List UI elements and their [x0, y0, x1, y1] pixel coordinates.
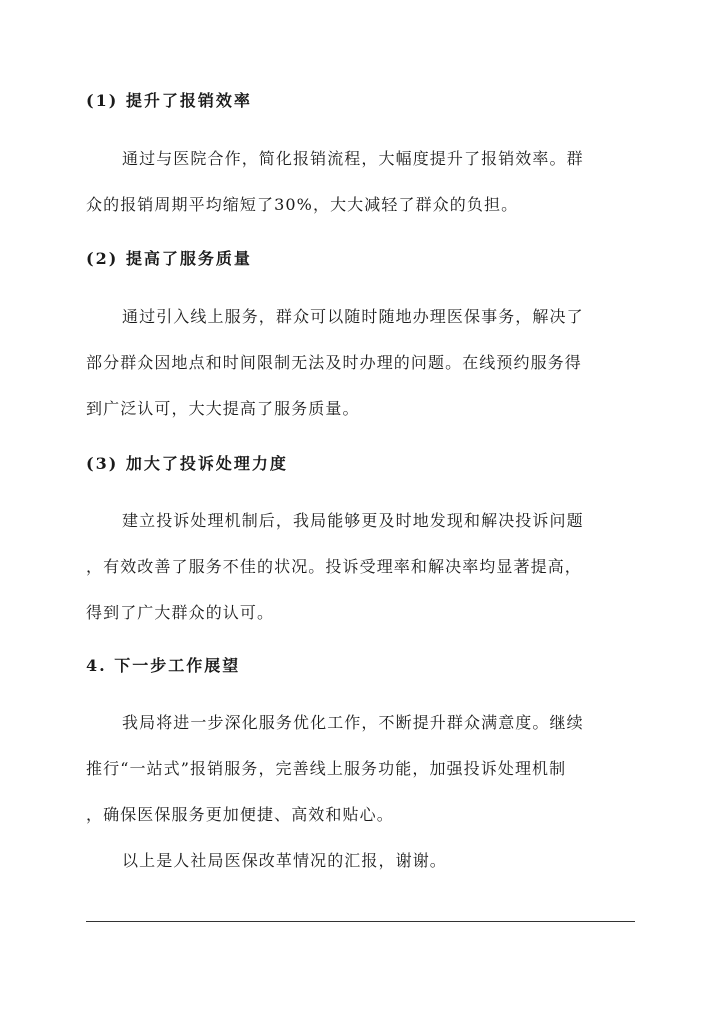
section-4-paragraph — [86, 700, 636, 838]
section-4-heading: 4. 下一步工作展望 — [86, 656, 241, 675]
footer-divider — [86, 921, 635, 922]
paragraph-line: 通过引入线上服务，群众可以随时随地办理医保事务，解决了 — [122, 307, 584, 326]
closing-paragraph — [86, 838, 636, 884]
section-3-paragraph — [86, 498, 636, 636]
closing-line: 以上是人社局医保改革情况的汇报，谢谢。 — [122, 851, 447, 870]
paragraph-line: 我局将进一步深化服务优化工作，不断提升群众满意度。继续 — [122, 713, 584, 732]
paragraph-line: 得到了广大群众的认可。 — [86, 603, 275, 622]
paragraph-line: 建立投诉处理机制后，我局能够更及时地发现和解决投诉问题 — [122, 511, 584, 530]
paragraph-line: ，确保医保服务更加便捷、高效和贴心。 — [86, 805, 394, 824]
section-1-heading: (1) 提升了报销效率 — [86, 91, 252, 110]
paragraph-line: ，有效改善了服务不佳的状况。投诉受理率和解决率均显著提高， — [86, 557, 582, 576]
section-2-heading: (2) 提高了服务质量 — [86, 249, 252, 268]
section-2-paragraph — [86, 294, 636, 432]
paragraph-line: 到广泛认可，大大提高了服务质量。 — [86, 399, 360, 418]
paragraph-line: 众的报销周期平均缩短了30%，大大减轻了群众的负担。 — [86, 195, 519, 214]
section-3-heading: (3) 加大了投诉处理力度 — [86, 454, 288, 473]
section-1-paragraph — [86, 136, 636, 228]
paragraph-line: 部分群众因地点和时间限制无法及时办理的问题。在线预约服务得 — [86, 353, 582, 372]
paragraph-line: 推行“一站式”报销服务，完善线上服务功能，加强投诉处理机制 — [86, 759, 567, 778]
paragraph-line: 通过与医院合作，简化报销流程，大幅度提升了报销效率。群 — [122, 149, 584, 168]
